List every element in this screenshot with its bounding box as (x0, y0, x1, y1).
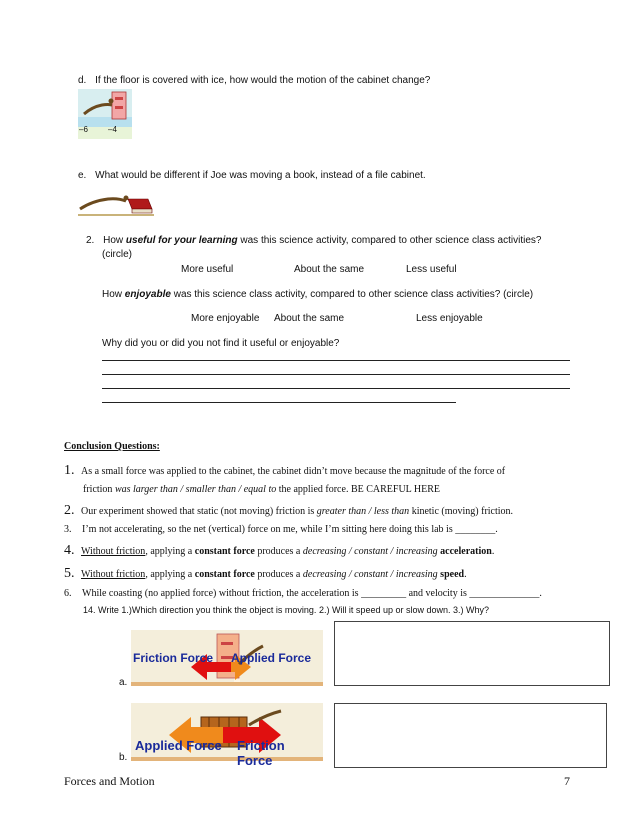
conclusion-q4: 4. Without friction, applying a constant force produces a decreasing / constant / increasing acceleration. (64, 543, 495, 558)
applied-force-label-b: Applied Force (135, 738, 222, 753)
question-d: d. If the floor is covered with ice, how would the motion of the cabinet change? (78, 75, 431, 86)
circle-instruction: (circle) (102, 249, 132, 260)
option-less-enjoyable[interactable]: Less enjoyable (416, 313, 483, 324)
answer-box-a[interactable] (334, 621, 610, 686)
conclusion-q5: 5. Without friction, applying a constant force produces a decreasing / constant / increasing speed. (64, 566, 467, 581)
diagram-b-label: b. (119, 752, 128, 763)
diagram-b (131, 703, 323, 768)
conclusion-q2: 2. Our experiment showed that static (not moving) friction is greater than / less than kinetic (moving) friction. (64, 503, 514, 518)
answer-line-1[interactable] (102, 360, 570, 361)
survey-enjoy-question: How enjoyable was this science class activity, compared to other science class activities? (circle) (102, 289, 534, 300)
answer-line-3[interactable] (102, 388, 570, 389)
conclusion-q1-cont: friction was larger than / smaller than / equal to the applied force. BE CAREFUL HERE (83, 484, 441, 495)
conclusion-q6: 6. While coasting (no applied force) without friction, the acceleration is _________ and velocity is ______________. (64, 588, 542, 599)
diagram-a-label: a. (119, 677, 128, 688)
cabinet-ice-illustration: –6 –4 (78, 89, 132, 139)
question-e: e. What would be different if Joe was moving a book, instead of a file cabinet. (78, 170, 426, 181)
answer-box-b[interactable] (334, 703, 607, 768)
answer-line-2[interactable] (102, 374, 570, 375)
conclusion-q1: 1. As a small force was applied to the cabinet, the cabinet didn’t move because the magnitude of the force of (64, 463, 506, 478)
page-number: 7 (564, 774, 570, 788)
question-14: 14. Write 1.)Which direction you think the object is moving. 2.) Will it speed up or slow down. 3.) Why? (83, 605, 490, 615)
option-about-same-useful[interactable]: About the same (294, 264, 365, 275)
diagram-a (131, 630, 323, 686)
friction-force-label-a: Friction Force (133, 651, 214, 665)
conclusion-heading: Conclusion Questions: (64, 441, 160, 452)
footer-title: Forces and Motion (64, 774, 155, 788)
joe-pushing-book-icon (78, 187, 154, 217)
applied-force-label-a: Applied Force (231, 651, 312, 665)
answer-line-4[interactable] (102, 402, 456, 403)
option-more-enjoyable[interactable]: More enjoyable (191, 313, 260, 324)
option-about-same-enjoyable[interactable]: About the same (274, 313, 345, 324)
conclusion-q3: 3. I’m not accelerating, so the net (vertical) force on me, while I’m sitting here doing this lab is ________. (64, 524, 498, 535)
book-illustration (78, 187, 154, 217)
option-more-useful[interactable]: More useful (181, 264, 234, 275)
friction-force-label-b: Friction Force (237, 738, 285, 768)
option-less-useful[interactable]: Less useful (406, 264, 457, 275)
survey-useful-question: 2. How useful for your learning was this science activity, compared to other science class activities? (86, 235, 542, 246)
why-question: Why did you or did you not find it useful or enjoyable? (102, 338, 340, 349)
